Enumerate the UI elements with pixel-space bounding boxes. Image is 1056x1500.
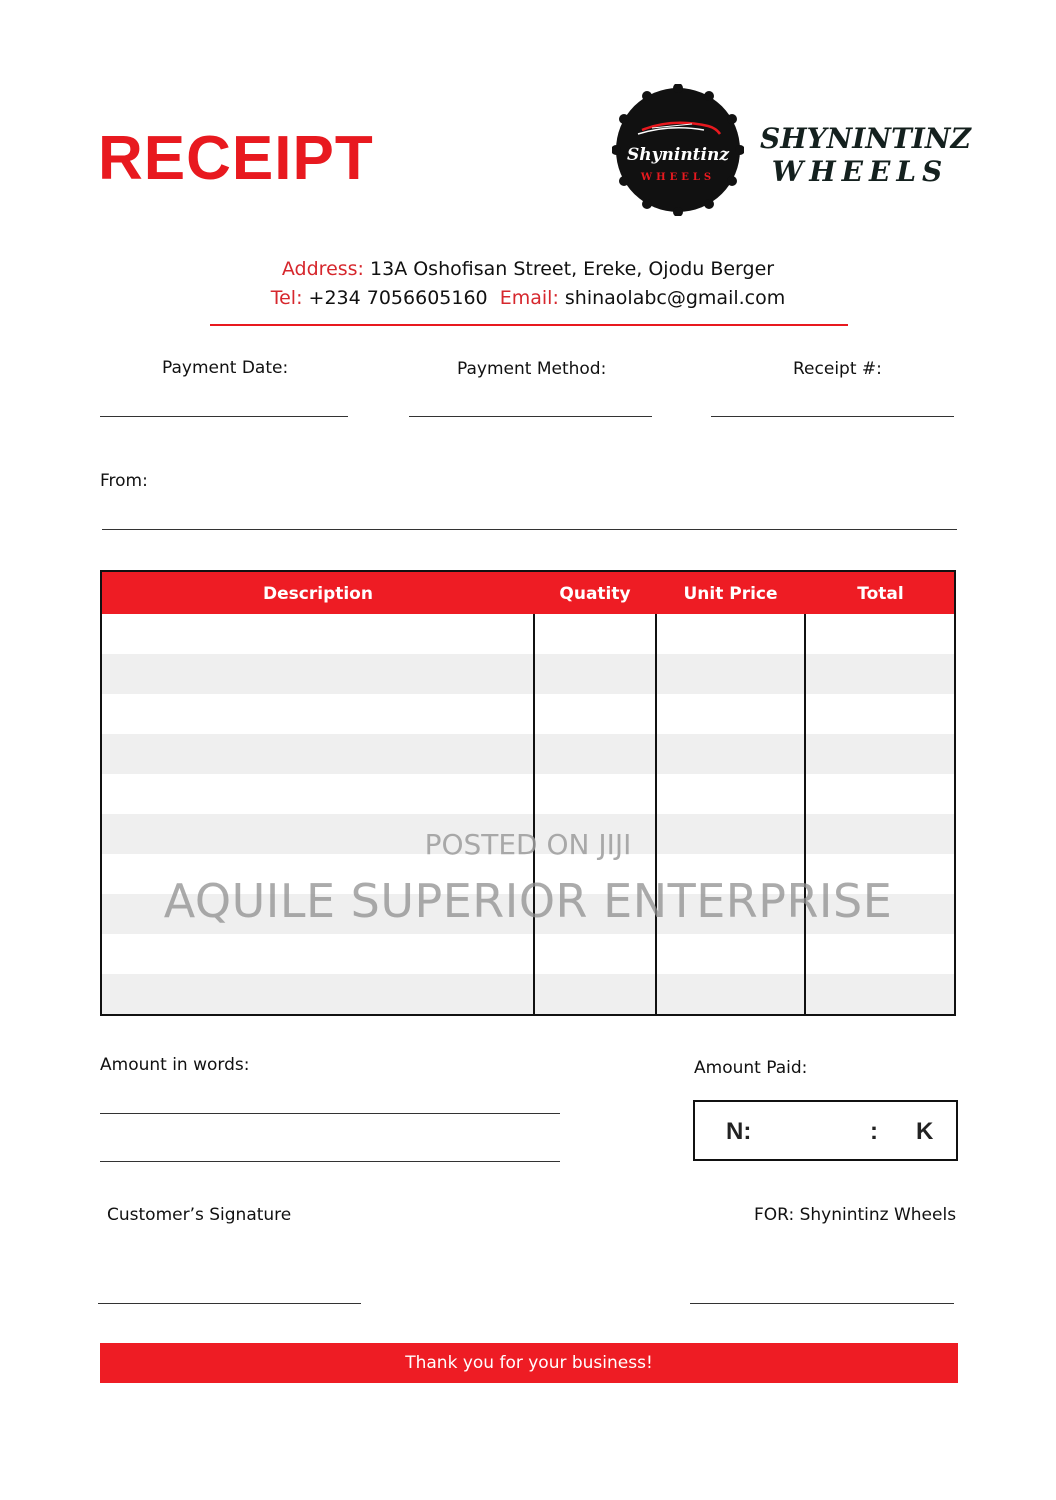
amount-in-words-line-1[interactable] <box>100 1113 560 1114</box>
table-row[interactable] <box>102 974 954 1014</box>
table-row[interactable] <box>102 614 954 654</box>
company-signature-label: FOR: Shynintinz Wheels <box>754 1205 957 1225</box>
column-divider <box>655 614 657 1014</box>
logo-badge-script: Shynintinz <box>626 145 730 165</box>
watermark-company: AQUILE SUPERIOR ENTERPRISE <box>163 874 893 928</box>
header-total: Total <box>857 584 904 604</box>
table-row[interactable] <box>102 694 954 734</box>
tel-label: Tel: <box>270 287 303 309</box>
logo-badge-sub: WHEELS <box>640 172 716 183</box>
naira-label: N: <box>726 1118 752 1145</box>
email-value: shinaolabc@gmail.com <box>564 287 786 309</box>
payment-date-field[interactable] <box>100 416 348 417</box>
from-field[interactable] <box>102 529 957 530</box>
table-header <box>102 572 954 614</box>
customer-signature-line[interactable] <box>98 1303 361 1304</box>
table-row[interactable] <box>102 934 954 974</box>
payment-method-field[interactable] <box>409 416 652 417</box>
customer-signature-label: Customer’s Signature <box>107 1205 292 1225</box>
table-row[interactable] <box>102 734 954 774</box>
kobo-label: K <box>916 1118 934 1145</box>
brand-name-line2: WHEELS <box>771 154 949 188</box>
receipt-number-field[interactable] <box>711 416 954 417</box>
amount-in-words-label: Amount in words: <box>100 1055 250 1075</box>
header-quantity: Quatity <box>559 584 631 604</box>
items-table <box>100 570 956 1016</box>
amount-in-words-line-2[interactable] <box>100 1161 560 1162</box>
company-signature-line[interactable] <box>690 1303 954 1304</box>
header-divider <box>210 324 848 326</box>
brand-name <box>760 122 971 188</box>
amount-paid-box[interactable] <box>693 1100 958 1161</box>
thank-you-banner: Thank you for your business! <box>100 1343 958 1383</box>
address-value: 13A Oshofisan Street, Ereke, Ojodu Berger <box>370 258 775 280</box>
tel-value: +234 7056605160 <box>308 287 488 309</box>
amount-separator: : <box>870 1118 878 1145</box>
contact-line <box>160 287 896 309</box>
column-divider <box>533 614 535 1014</box>
from-label: From: <box>100 471 148 491</box>
amount-paid-label: Amount Paid: <box>694 1058 808 1078</box>
header-description: Description <box>263 584 373 604</box>
address-line <box>160 258 896 280</box>
wheel-logo-icon <box>612 84 744 216</box>
table-row[interactable] <box>102 654 954 694</box>
brand-logo-badge <box>612 84 744 216</box>
address-label: Address: <box>281 258 364 280</box>
watermark-posted: POSTED ON JIJI <box>424 828 632 861</box>
header-unit-price: Unit Price <box>683 584 778 604</box>
payment-method-label: Payment Method: <box>457 359 607 379</box>
email-label: Email: <box>499 287 559 309</box>
receipt-number-label: Receipt #: <box>793 359 882 379</box>
receipt-title: RECEIPT <box>98 124 374 193</box>
payment-date-label: Payment Date: <box>162 358 289 378</box>
column-divider <box>804 614 806 1014</box>
table-row[interactable] <box>102 774 954 814</box>
brand-name-line1: SHYNINTINZ <box>760 122 971 155</box>
